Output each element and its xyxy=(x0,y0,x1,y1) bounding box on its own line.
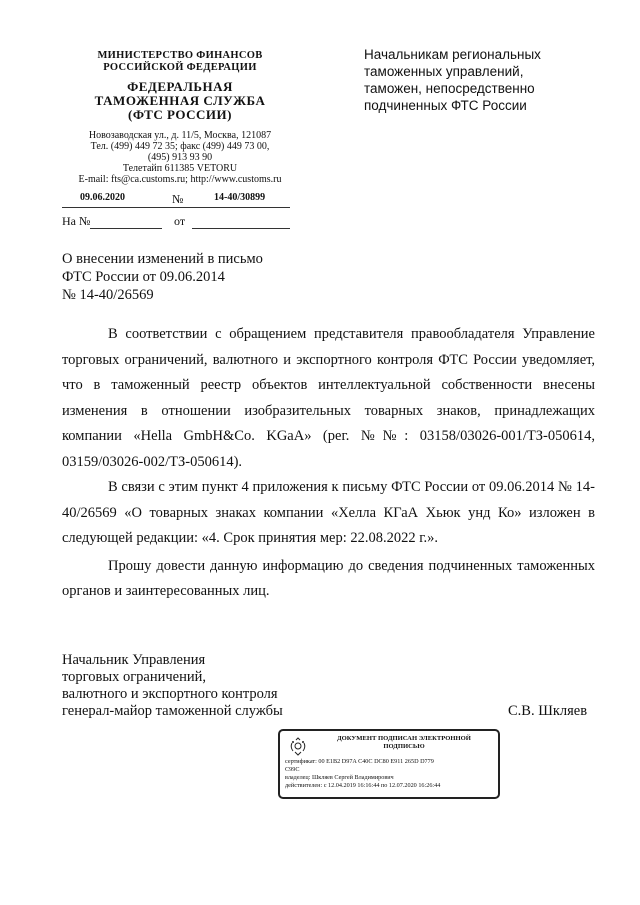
number-sign: № xyxy=(172,192,184,206)
letter-subject xyxy=(62,250,322,304)
outgoing-registration xyxy=(62,192,290,208)
reference-date-label: от xyxy=(174,214,186,228)
outgoing-number: 14-40/30899 xyxy=(214,192,266,203)
addressee-line: таможенных управлений, xyxy=(364,64,524,79)
position-line: генерал-майор таможенной службы xyxy=(62,703,283,719)
letter-body xyxy=(62,322,595,605)
contact-address: Новозаводская ул., д. 11/5, Москва, 121087 xyxy=(88,130,272,141)
stamp-title-line: ДОКУМЕНТ ПОДПИСАН ЭЛЕКТРОННОЙ xyxy=(337,735,471,742)
signatory-position xyxy=(62,652,362,720)
addressee xyxy=(364,46,604,114)
ministry-line: МИНИСТЕРСТВО ФИНАНСОВ xyxy=(97,50,263,61)
service-line: ФЕДЕРАЛЬНАЯ xyxy=(127,79,233,94)
stamp-certificate: сертификат: 00 E1B2 D97A C40C DC80 E911 265D D779 xyxy=(285,758,434,765)
reference-date-blank xyxy=(192,228,290,229)
contact-phone-2: (495) 913 93 90 xyxy=(147,152,213,163)
stamp-title-line: ПОДПИСЬЮ xyxy=(383,743,425,750)
addressee-line: Начальникам региональных xyxy=(364,47,541,62)
stamp-owner: владелец: Шкляев Сергей Владимирович xyxy=(285,774,394,781)
stamp-validity: действителен: с 12.04.2019 16:16:44 по 12.07.2020 16:26:44 xyxy=(285,782,441,789)
stamp-certificate-cont: C99C xyxy=(285,766,300,773)
position-line: торговых ограничений, xyxy=(62,669,206,685)
contact-email: E-mail: fts@ca.customs.ru; http://www.customs.ru xyxy=(78,174,282,185)
addressee-line: таможен, непосредственно xyxy=(364,81,535,96)
position-line: Начальник Управления xyxy=(62,652,206,668)
subject-line: № 14-40/26569 xyxy=(62,287,154,303)
service-line: (ФТС РОССИИ) xyxy=(128,107,232,122)
reference-number-label: На № xyxy=(62,214,91,228)
contact-phone: Тел. (499) 449 72 35; факс (499) 449 73 00, xyxy=(90,141,270,152)
ministry-line: РОССИЙСКОЙ ФЕДЕРАЦИИ xyxy=(103,62,257,73)
stamp-details xyxy=(285,758,497,790)
body-paragraph: Прошу довести данную информацию до сведения подчиненных таможенных органов и заинтересованных лиц. xyxy=(62,557,595,599)
service-name xyxy=(62,80,298,122)
subject-line: ФТС России от 09.06.2014 xyxy=(62,269,225,285)
subject-line: О внесении изменений в письмо xyxy=(62,251,263,267)
emblem-icon xyxy=(288,737,308,757)
contact-teletype: Телетайп 611385 VETORU xyxy=(122,163,238,174)
contact-info xyxy=(62,130,298,185)
stamp-title xyxy=(314,735,494,751)
divider xyxy=(62,207,290,208)
body-paragraph: В связи с этим пункт 4 приложения к письму ФТС России от 09.06.2014 № 14-40/26569 «О товарных знаках компании «Хелла КГаА Хьюк унд Ко» изложен в следующей редакции: «4. Срок принятия мер: 22.08.2022 г.». xyxy=(62,479,595,546)
letterhead xyxy=(62,50,298,185)
addressee-line: подчиненных ФТС России xyxy=(364,98,527,113)
signatory-name: С.В. Шкляев xyxy=(508,703,588,719)
reference-row xyxy=(62,214,290,232)
body-paragraph: В соответствии с обращением представителя правообладателя Управление торговых ограничений, валютного и экспортного контроля ФТС России уведомляет, что в таможенный реестр объектов интеллектуальной собственности внесены изменения в отношении изобразительных товарных знаков, принадлежащих компании «Hella GmbH&Co. KGaA» (рег. №№: 03158/03026-001/ТЗ-050614, 03159/03026-002/ТЗ-050614). xyxy=(62,326,595,470)
position-line: валютного и экспортного контроля xyxy=(62,686,278,702)
electronic-signature-stamp xyxy=(278,729,500,799)
service-line: ТАМОЖЕННАЯ СЛУЖБА xyxy=(94,93,266,108)
outgoing-date: 09.06.2020 xyxy=(80,192,125,203)
ministry-name xyxy=(62,50,298,74)
reference-number-blank xyxy=(90,228,162,229)
